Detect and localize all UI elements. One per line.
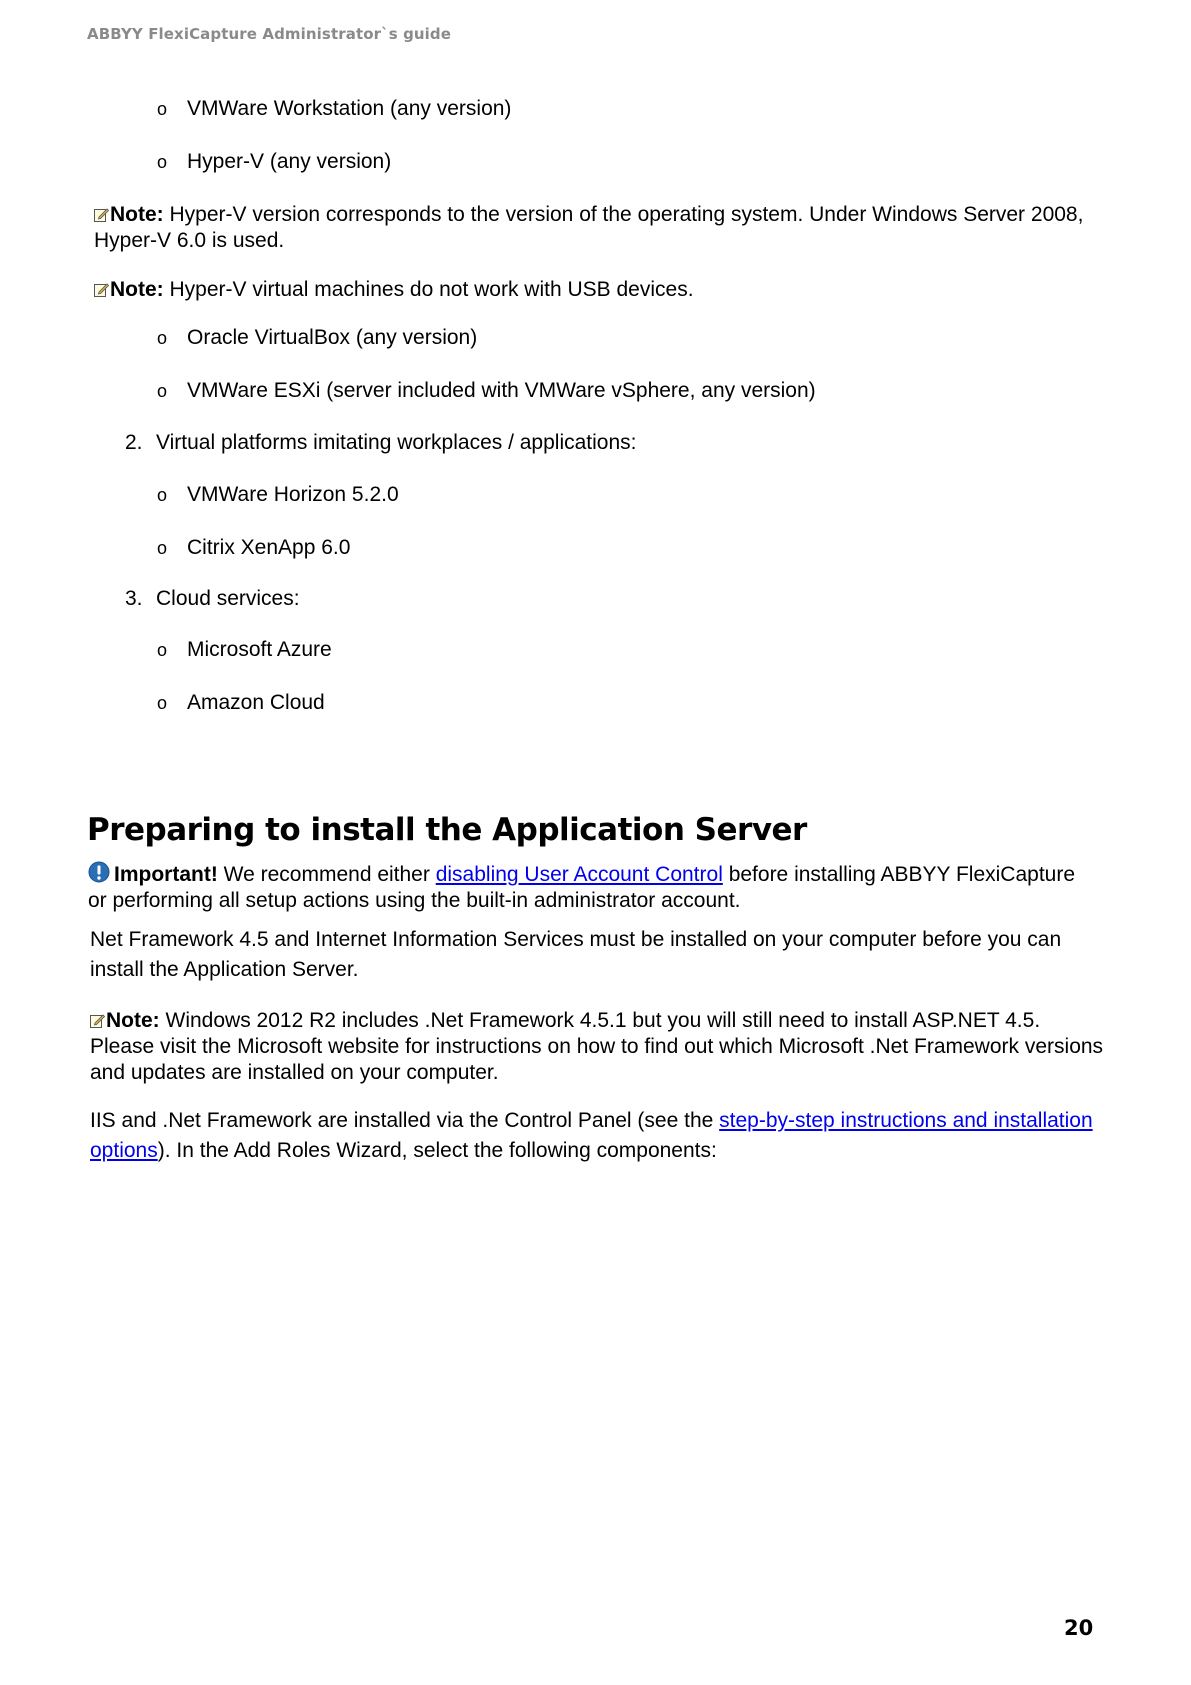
note-label: Note:	[110, 278, 164, 301]
note	[90, 1008, 1110, 1086]
note-text: Hyper-V version corresponds to the version of the operating system. Under Windows Server 2008, Hyper-V 6.0 is used.	[94, 203, 1084, 252]
important-text: before installing ABBYY FlexiCapture or performing all setup actions using the built-in administrator account.	[88, 863, 1075, 912]
bullet-mark: o	[157, 693, 168, 713]
note-icon	[90, 1013, 105, 1028]
note	[94, 202, 1094, 254]
list-item	[157, 483, 399, 507]
note-label: Note:	[110, 203, 164, 226]
step-by-step-link[interactable]: step-by-step instructions and installation options	[90, 1109, 1093, 1162]
important-text: We recommend either	[217, 863, 436, 886]
paragraph-text: ). In the Add Roles Wizard, select the following components:	[157, 1139, 717, 1162]
bullet-mark: o	[157, 640, 168, 660]
running-header: ABBYY FlexiCapture Administrator`s guide	[87, 25, 452, 43]
bullet-mark: o	[157, 328, 168, 348]
bullet-mark: o	[157, 485, 168, 505]
item-text: Cloud services:	[156, 587, 300, 610]
list-item	[157, 379, 816, 403]
paragraph-text: IIS and .Net Framework are installed via the Control Panel (see the	[90, 1109, 720, 1132]
page-number: 20	[1064, 1616, 1094, 1640]
bullet-mark: o	[157, 99, 168, 119]
note-text: Hyper-V virtual machines do not work with USB devices.	[163, 278, 694, 301]
note-icon	[94, 282, 109, 297]
paragraph: Net Framework 4.5 and Internet Information Services must be installed on your computer before you can install the Application Server.	[90, 928, 1062, 981]
list-item	[157, 691, 325, 715]
list-item-text: VMWare ESXi (server included with VMWare vSphere, any version)	[187, 379, 816, 402]
note	[94, 277, 1094, 303]
important-note	[88, 861, 1098, 914]
item-number: 3.	[125, 587, 143, 610]
list-item-text: Hyper-V (any version)	[187, 150, 392, 173]
item-number: 2.	[125, 431, 143, 454]
note-icon	[94, 207, 109, 222]
list-item	[157, 97, 511, 121]
list-item	[157, 536, 350, 560]
note-label: Note:	[106, 1009, 160, 1032]
bullet-mark: o	[157, 538, 168, 558]
list-item-text: VMWare Workstation (any version)	[187, 97, 512, 120]
list-item-text: Citrix XenApp 6.0	[187, 536, 351, 559]
list-item	[157, 326, 477, 350]
list-item	[157, 638, 332, 662]
bullet-mark: o	[157, 152, 168, 172]
list-item-text: Amazon Cloud	[187, 691, 325, 714]
section-heading: Preparing to install the Application Server	[87, 812, 807, 848]
disable-uac-link[interactable]: disabling User Account Control	[435, 863, 723, 886]
info-important-icon	[88, 861, 110, 883]
paragraph	[90, 1106, 1100, 1166]
list-item-text: Microsoft Azure	[187, 638, 332, 661]
bullet-mark: o	[157, 381, 168, 401]
note-text: Windows 2012 R2 includes .Net Framework 4.5.1 but you will still need to install ASP.NET 4.5. Please visit the Microsoft website for instructions on how to find out which Microsoft .Net Framework versions and updates are installed on your computer.	[90, 1009, 1104, 1084]
list-item	[157, 150, 391, 174]
item-text: Virtual platforms imitating workplaces / applications:	[156, 431, 637, 454]
important-label: Important!	[114, 863, 218, 886]
list-item-text: Oracle VirtualBox (any version)	[187, 326, 478, 349]
numbered-item	[125, 587, 300, 611]
list-item-text: VMWare Horizon 5.2.0	[187, 483, 399, 506]
numbered-item	[125, 431, 637, 455]
